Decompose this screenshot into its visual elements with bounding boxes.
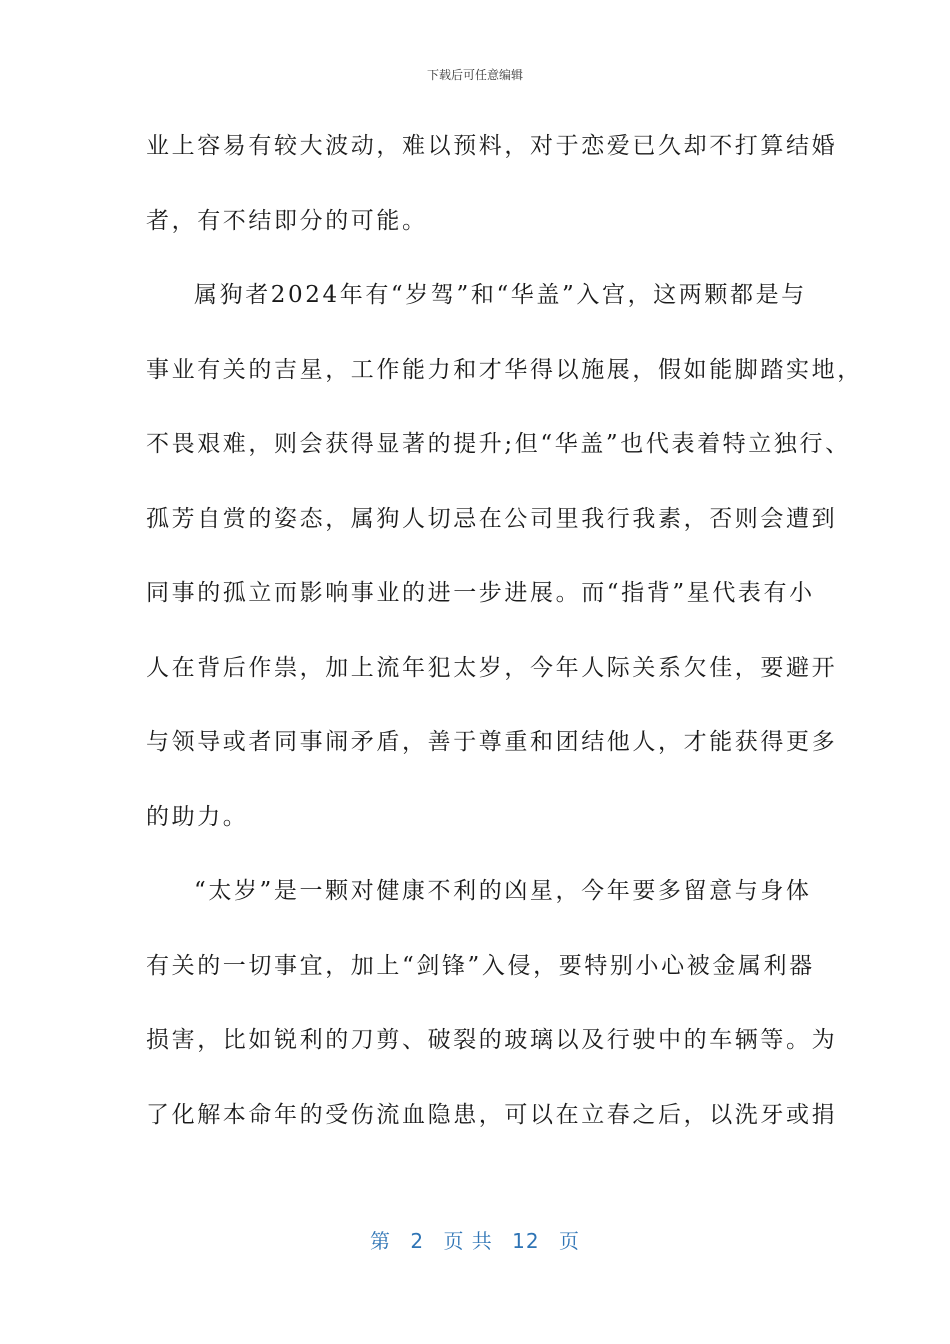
- current-page-number: 2: [410, 1229, 425, 1253]
- page-middle: 页 共: [443, 1229, 493, 1253]
- text-line: 事业有关的吉星，工作能力和才华得以施展，假如能脚踏实地，: [146, 356, 863, 383]
- text-line: 者，有不结即分的可能。: [146, 207, 428, 234]
- text-line: 与领导或者同事闹矛盾，善于尊重和团结他人，才能获得更多: [146, 729, 838, 755]
- page-suffix: 页: [558, 1229, 580, 1253]
- header-note: 下载后可任意编辑: [426, 68, 523, 82]
- text-line: 的助力。: [146, 803, 249, 830]
- text-line: 不畏艰难，则会获得显著的提升;但“华盖”也代表着特立独行、: [146, 431, 851, 457]
- text-line: 有关的一切事宜，加上“剑锋”入侵，要特别小心被金属利器: [146, 952, 815, 979]
- page-prefix: 第: [370, 1229, 391, 1253]
- total-pages-number: 12: [512, 1229, 540, 1253]
- text-line: 同事的孤立而影响事业的进一步进展。而“指背”星代表有小: [146, 580, 815, 606]
- text-line: 属狗者2024年有“岁驾”和“华盖”入宫，这两颗都是与: [194, 282, 807, 308]
- page-footer: [0, 1225, 950, 1254]
- text-line: “太岁”是一颗对健康不利的凶星，今年要多留意与身体: [194, 878, 812, 904]
- document-body: [146, 122, 863, 1165]
- text-line: 了化解本命年的受伤流血隐患，可以在立春之后，以洗牙或捐: [146, 1101, 838, 1128]
- text-line: 孤芳自赏的姿态，属狗人切忌在公司里我行我素，否则会遭到: [146, 505, 838, 532]
- text-line: 人在背后作祟，加上流年犯太岁，今年人际关系欠佳，要避开: [146, 654, 838, 681]
- text-line: 业上容易有较大波动，难以预料，对于恋爱已久却不打算结婚: [146, 133, 838, 159]
- text-line: 损害，比如锐利的刀剪、破裂的玻璃以及行驶中的车辆等。为: [146, 1027, 838, 1053]
